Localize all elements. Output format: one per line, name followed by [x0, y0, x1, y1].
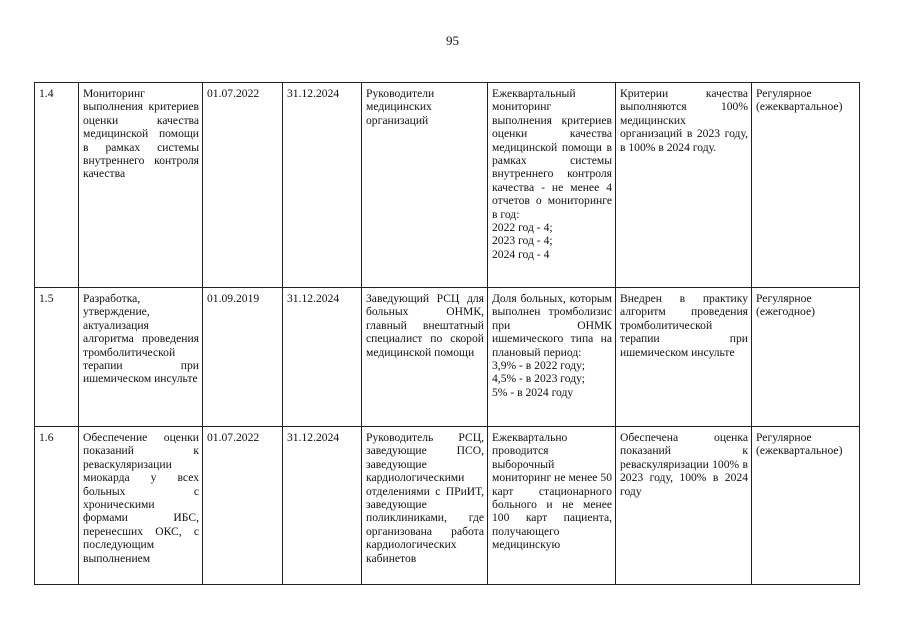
- start-date: 01.07.2022: [203, 83, 283, 288]
- event-description: Разработка, утверждение, актуализация алгоритма проведения тромболитической терапии при ишемическом инсульте: [79, 288, 203, 427]
- page-number: 95: [446, 33, 459, 48]
- end-date: 31.12.2024: [283, 427, 362, 585]
- end-date: 31.12.2024: [283, 288, 362, 427]
- frequency: Регулярное (ежеквартальное): [752, 83, 860, 288]
- result-line: 2023 год - 4;: [492, 234, 553, 248]
- measures-table: [34, 82, 860, 585]
- start-date: 01.09.2019: [203, 288, 283, 427]
- event-description: Обеспечение оценки показаний к реваскуляризации миокарда у всех больных с хроническими формами ИБС, перенесших ОКС, с последующим выполнением: [79, 427, 203, 585]
- result-line: 3,9% - в 2022 году;: [492, 359, 585, 373]
- row-number: 1.6: [35, 427, 79, 585]
- result-line: 2022 год - 4;: [492, 221, 553, 235]
- responsible: Руководитель РСЦ, заведующие ПСО, заведующие кардиологическими отделениями с ПРиИТ, заведующие поликлиниками, где организована работа кардиологических кабинетов: [362, 427, 488, 585]
- result-line: 2024 год - 4: [492, 247, 550, 261]
- frequency: Регулярное (ежеквартальное): [752, 427, 860, 585]
- table-row: [35, 83, 860, 288]
- result-cell: [488, 288, 616, 427]
- indicator: Критерии качества выполняются 100% медицинских организаций в 2023 году, в 100% в 2024 году.: [616, 83, 752, 288]
- row-number: 1.5: [35, 288, 79, 427]
- row-number: 1.4: [35, 83, 79, 288]
- responsible: Заведующий РСЦ для больных ОНМК, главный внештатный специалист по скорой медицинской помощи: [362, 288, 488, 427]
- result-text: Доля больных, которым выполнен тромболизис при ОНМК ишемического типа на плановый период:: [492, 292, 612, 359]
- table-row: [35, 288, 860, 427]
- start-date: 01.07.2022: [203, 427, 283, 585]
- result-line: 5% - в 2024 году: [492, 385, 574, 399]
- result-text: Ежеквартально проводится выборочный мониторинг не менее 50 карт стационарного больного и не менее 100 карт пациента, получающего медицинскую: [492, 431, 612, 552]
- event-description: Мониторинг выполнения критериев оценки качества медицинской помощи в рамках системы внутреннего контроля качества: [79, 83, 203, 288]
- table-row: [35, 427, 860, 585]
- responsible: Руководители медицинских организаций: [362, 83, 488, 288]
- result-cell: [488, 427, 616, 585]
- indicator: Обеспечена оценка показаний к реваскуляризации 100% в 2023 году, 100% в 2024 году: [616, 427, 752, 585]
- frequency: Регулярное (ежегодное): [752, 288, 860, 427]
- result-text: Ежеквартальный мониторинг выполнения критериев оценки качества медицинской помощи в рамках системы внутреннего контроля качества - не менее 4 отчетов о мониторинге в год:: [492, 87, 612, 221]
- indicator: Внедрен в практику алгоритм проведения тромболитической терапии при ишемическом инсульте: [616, 288, 752, 427]
- end-date: 31.12.2024: [283, 83, 362, 288]
- result-line: 4,5% - в 2023 году;: [492, 372, 585, 386]
- result-cell: [488, 83, 616, 288]
